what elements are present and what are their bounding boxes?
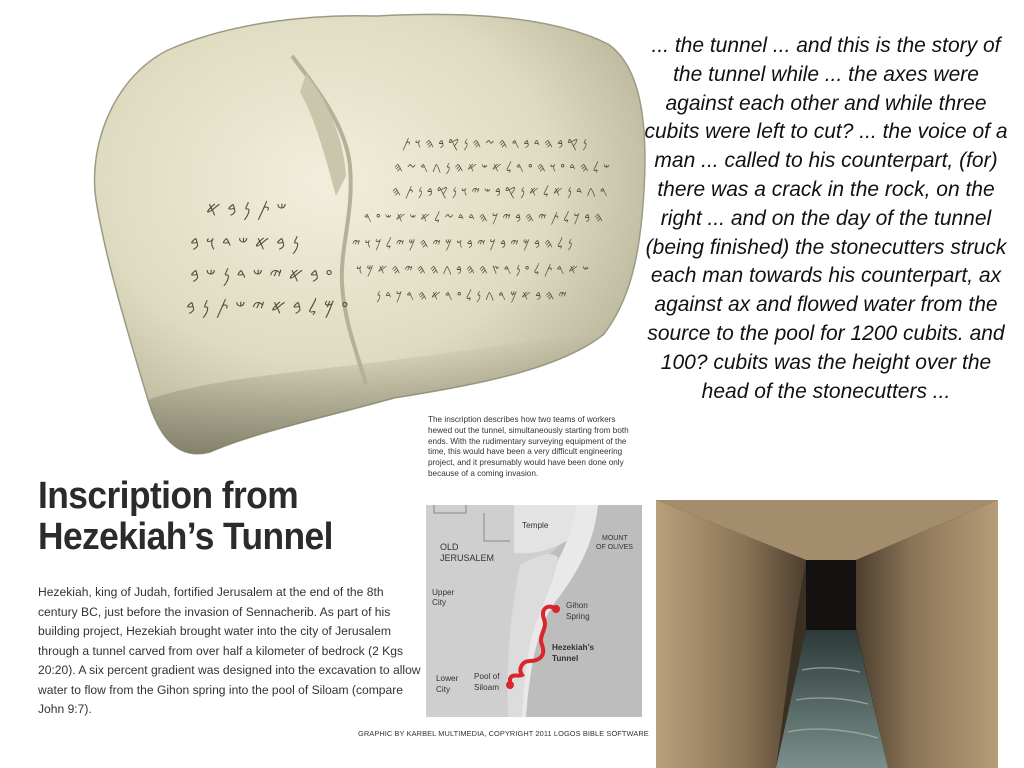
map-label-mount-of-olives: MOUNT: [602, 535, 628, 542]
map-label-old-jerusalem: OLD: [440, 542, 459, 552]
right-inscription-row: 𐤍 𐤋 𐤄 𐤁 𐤌 𐤉 𐤁 𐤊 𐤉 𐤁 𐤅 𐤌 𐤉 𐤄 𐤌 𐤉 𐤋 𐤊 𐤅 𐤉: [352, 237, 573, 252]
map-label-lower-city: City: [436, 685, 451, 694]
map-label-hezekiahs-tunnel: Tunnel: [552, 654, 579, 663]
tunnel-far-darkness: [806, 560, 856, 630]
title-line: Hezekiah’s Tunnel: [38, 516, 333, 558]
map-label-hezekiahs-tunnel: Hezekiah’s: [552, 643, 595, 652]
left-inscription-row: 𐤔 𐤕 𐤍 𐤁 𐤀: [206, 197, 287, 221]
jerusalem-tunnel-map: [426, 505, 642, 717]
map-label-gihon-spring: Gihon: [566, 601, 588, 610]
right-inscription-row: 𐤍 𐤒 𐤁 𐤄 𐤃 𐤁 𐤓 𐤄 𐤆 𐤄 𐤍 𐤒 𐤁 𐤄 𐤅 𐤕: [402, 137, 588, 152]
graphic-credit: GRAPHIC BY KARBEL MULTIMEDIA, COPYRIGHT 2011 LOGOS BIBLE SOFTWARE: [358, 729, 649, 738]
siloam-pool-marker: [506, 681, 514, 689]
map-label-mount-of-olives: OF OLIVES: [596, 544, 633, 551]
map-label-temple: Temple: [522, 521, 549, 530]
inscription-stone-image: [0, 0, 660, 470]
map-label-pool-of-siloam: Pool of: [474, 672, 500, 681]
map-label-gihon-spring: Spring: [566, 612, 590, 621]
right-inscription-row: 𐤄 𐤁 𐤊 𐤋 𐤕 𐤉 𐤄 𐤁 𐤉 𐤊 𐤄 𐤃 𐤃 𐤆 𐤋 𐤀 𐤔 𐤀 𐤔 𐤏 𐤓: [364, 211, 604, 226]
map-label-pool-of-siloam: Siloam: [474, 683, 500, 692]
map-label-upper-city: Upper: [432, 588, 455, 597]
left-inscription-row: 𐤏 𐤌 𐤋 𐤁 𐤀 𐤉 𐤔 𐤕 𐤍 𐤁: [186, 295, 349, 319]
inscription-translation-quote: ... the tunnel ... and this is the story of the tunnel while ... the axes were against each other and while three cubits were left to cut? ... the voice of a man ... called to his counterpart, (for) there was a crack in the rock, on the right ... and on the day of the tunnel (being finished) the stonecutters struck each man towards his counterpart, ax against ax and flowed water from the source to the pool for 1200 cubits. and 100? cubits was the height over the head of the stonecutters ...: [644, 34, 1008, 403]
left-inscription-row: 𐤍 𐤁 𐤀 𐤔 𐤃 𐤅 𐤁: [190, 231, 300, 255]
right-inscription-row: 𐤉 𐤄 𐤁 𐤀 𐤌 𐤓 𐤂 𐤍 𐤋 𐤏 𐤓 𐤀 𐤄 𐤓 𐤊 𐤃 𐤍: [376, 289, 567, 304]
tunnel-photo: [656, 500, 998, 768]
right-inscription-row: 𐤔 𐤋 𐤄 𐤃 𐤏 𐤅 𐤄 𐤏 𐤓 𐤋 𐤀 𐤔 𐤀 𐤄 𐤍 𐤂 𐤓 𐤆 𐤄: [394, 161, 610, 176]
hezekiah-description: Hezekiah, king of Judah, fortified Jerusalem at the end of the 8th century BC, just before the invasion of Sennacherib. As part of his building project, Hezekiah brought water into the city of Jerusalem through a tunnel carved from over half a kilometer of bedrock (2 Kgs 20:20). A six percent gradient was designed into the excavation to allow water to flow from the Gihon spring into the pool of Siloam (compare John 9:7).: [38, 585, 421, 716]
page-title: [38, 476, 333, 558]
map-label-old-jerusalem: JERUSALEM: [440, 553, 495, 563]
inscription-caption: The inscription describes how two teams of workers hewed out the tunnel, simultaneously starting from both ends. With the rudimentary surveying equipment of the time, this would have been a very difficult engineering project, and it presumably would have been done only because of a coming invasion.: [428, 415, 629, 478]
right-inscription-row: 𐤔 𐤀 𐤓 𐤕 𐤋 𐤏 𐤍 𐤓 𐤑 𐤄 𐤄 𐤁 𐤂 𐤄 𐤄 𐤉 𐤄 𐤀 𐤌 𐤅: [356, 263, 589, 278]
map-label-upper-city: City: [432, 598, 447, 607]
map-label-lower-city: Lower: [436, 674, 459, 683]
right-inscription-row: 𐤓 𐤂 𐤃 𐤍 𐤀 𐤋 𐤀 𐤍 𐤒 𐤁 𐤔 𐤉 𐤅 𐤍 𐤒 𐤁 𐤍 𐤕 𐤄: [392, 185, 608, 200]
left-inscription-row: 𐤏 𐤁 𐤀 𐤉 𐤔 𐤃 𐤍 𐤔 𐤁: [190, 263, 333, 287]
gihon-spring-marker: [552, 605, 560, 613]
title-line: Inscription from: [38, 475, 299, 517]
